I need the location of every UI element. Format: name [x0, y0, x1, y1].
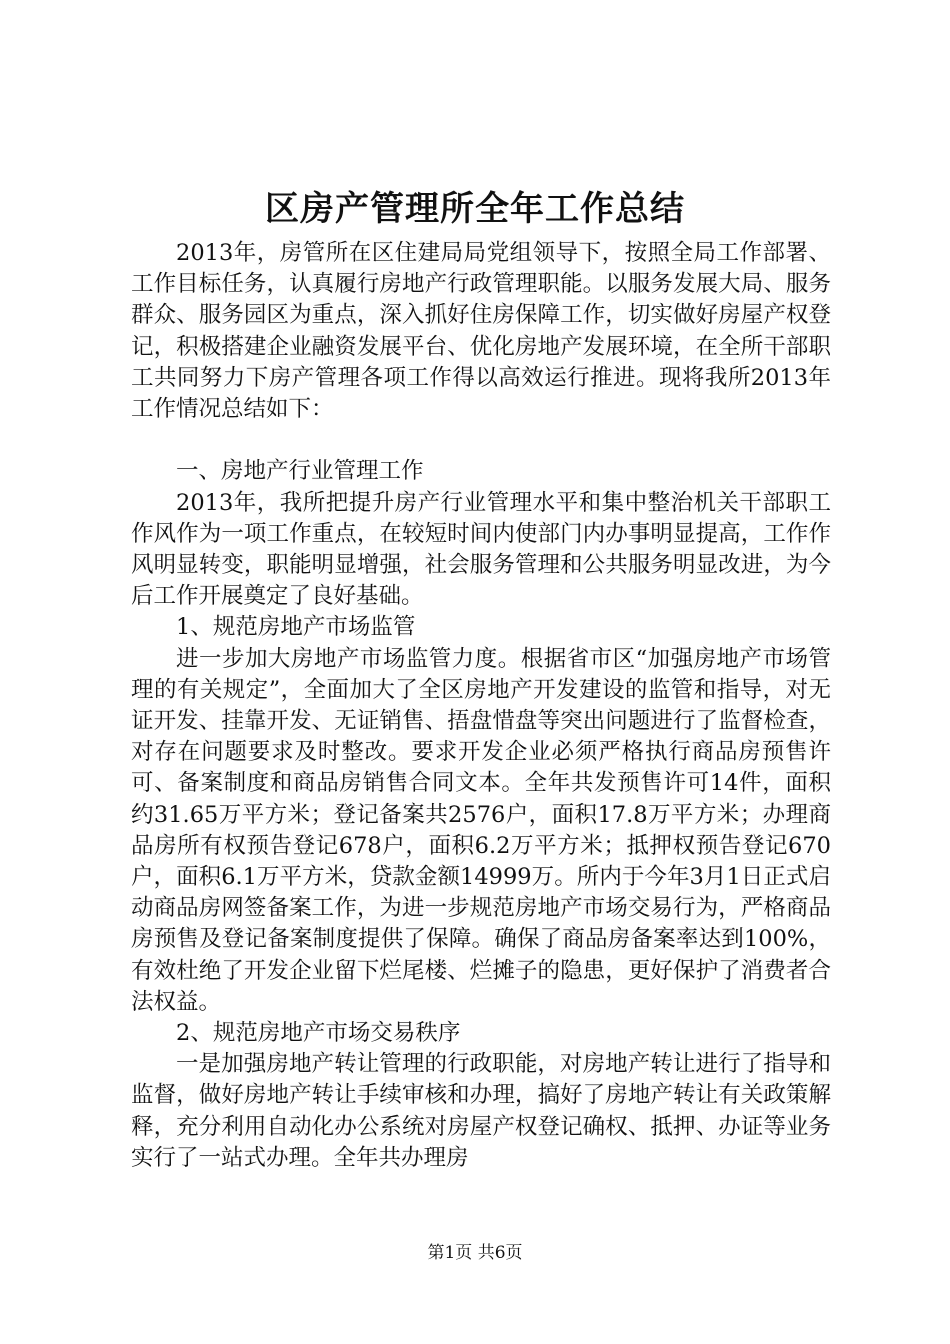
subsection-1-paragraph: 进一步加大房地产市场监管力度。根据省市区“加强房地产市场管理的有关规定”，全面加大了全区房地产开发建设的监管和指导，对无证开发、挂靠开发、无证销售、捂盘惜盘等突出问题进行了监督检查，对存在问题要求及时整改。要求开发企业必须严格执行商品房预售许可、备案制度和商品房销售合同文本。全年共发预售许可14件，面积约31.65万平方米；登记备案共2576户，面积17.8万平方米；办理商品房所有权预告登记678户，面积6.2万平方米；抵押权预告登记670户，面积6.1万平方米，贷款金额14999万。所内于今年3月1日正式启动商品房网签备案工作，为进一步规范房地产市场交易行为，严格商品房预售及登记备案制度提供了保障。确保了商品房备案率达到100%，有效杜绝了开发企业留下烂尾楼、烂摊子的隐患，更好保护了消费者合法权益。: [131, 645, 831, 1015]
paragraph-gap: [131, 425, 831, 456]
subsection-2-paragraph: 一是加强房地产转让管理的行政职能，对房地产转让进行了指导和监督，做好房地产转让手续审核和办理，搞好了房地产转让有关政策解释，充分利用自动化办公系统对房屋产权登记确权、抵押、办证等业务实行了一站式办理。全年共办理房: [131, 1051, 831, 1171]
subsection-heading-2: 2、规范房地产市场交易秩序: [176, 1020, 461, 1047]
section-heading-1: 一、房地产行业管理工作: [176, 458, 424, 485]
subsection-heading-1: 1、规范房地产市场监管: [176, 614, 416, 641]
intro-paragraph: 2013年，房管所在区住建局局党组领导下，按照全局工作部署、工作目标任务，认真履行房地产行政管理职能。以服务发展大局、服务群众、服务园区为重点，深入抓好住房保障工作，切实做好房屋产权登记，积极搭建企业融资发展平台、优化房地产发展环境，在全所干部职工共同努力下房产管理各项工作得以高效运行推进。现将我所2013年工作情况总结如下：: [131, 240, 831, 423]
document-title: 区房产管理所全年工作总结: [265, 189, 685, 229]
section-1-paragraph: 2013年，我所把提升房产行业管理水平和集中整治机关干部职工作风作为一项工作重点，在较短时间内使部门内办事明显提高，工作作风明显转变，职能明显增强，社会服务管理和公共服务明显改进，为今后工作开展奠定了良好基础。: [131, 489, 831, 610]
page-footer: 第1页 共6页: [427, 1243, 523, 1263]
document-body: [131, 238, 831, 1174]
